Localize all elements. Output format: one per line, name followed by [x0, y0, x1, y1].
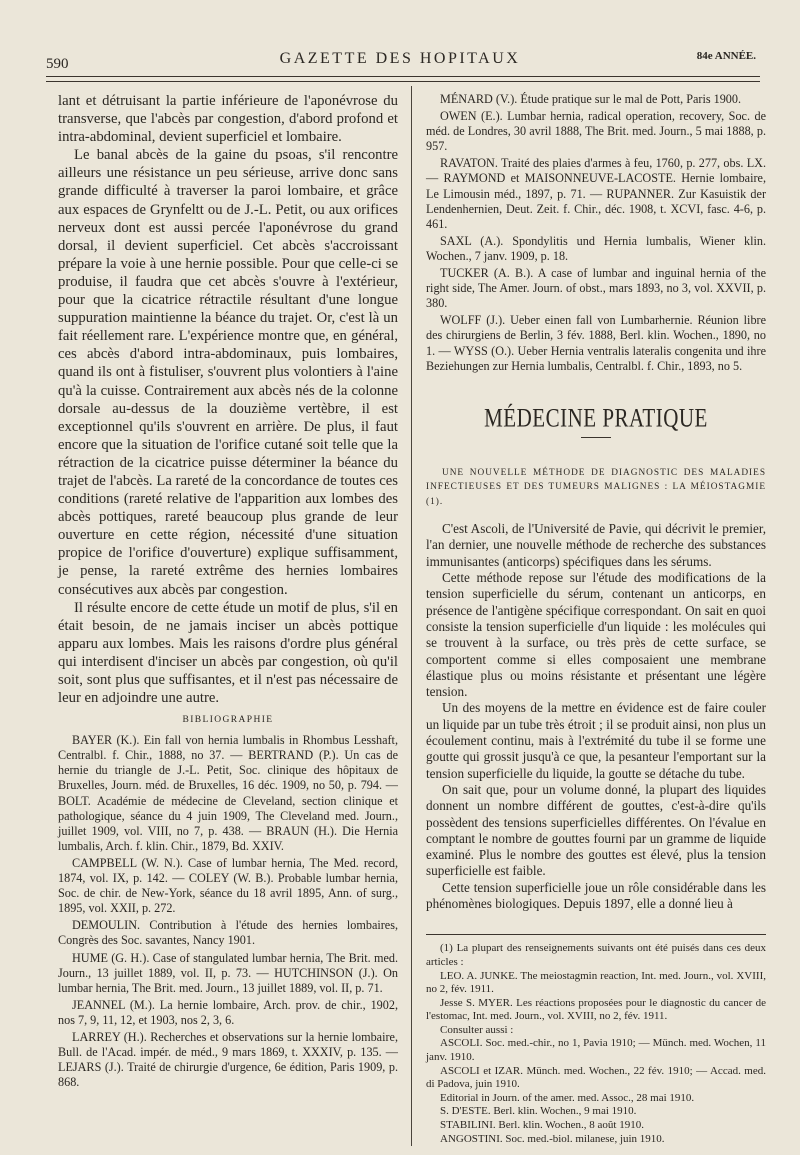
- bibliography-entry: OWEN (E.). Lumbar hernia, radical operation, recovery, Soc. de méd. de Londres, 30 avril 1888, The Brit. med. Journ., 5 mai 1888, p. 957.: [426, 109, 766, 154]
- bibliography-entry: WOLFF (J.). Ueber einen fall von Lumbarhernie. Réunion libre des chirurgiens de Berlin, 3 fév. 1888, Berl. klin. Wochen., 1890, no 1. — WYSS (O.). Ueber Hernia ventralis lateralis congenita und ihre Beziehungen zur Hernia lumbalis, Centralbl. f. Chir., 1893, no 5.: [426, 313, 766, 373]
- volume-year: 84e ANNÉE.: [696, 50, 756, 62]
- footnote-line: ASCOLI. Soc. med.-chir., no 1, Pavia 1910; — Münch. med. Wochen, 11 janv. 1910.: [426, 1037, 766, 1064]
- bibliography-entry: LARREY (H.). Recherches et observations sur la hernie lombaire, Bull. de l'Acad. impér. de méd., 9 mars 1869, t. XXXIV, p. 135. — LEJARS (J.). Traité de chirurgie d'urgence, 6e édition, Paris 1909, p. 868.: [58, 1029, 398, 1090]
- footnote-line: S. D'ESTE. Berl. klin. Wochen., 9 mai 1910.: [440, 1105, 637, 1118]
- footnote-line: Consulter aussi :: [440, 1023, 514, 1036]
- body-paragraph: On sait que, pour un volume donné, la plupart des liquides donnent un nombre différent de gouttes, c'est-à-dire qu'ils possèdent des tensions superficielles différentes. On l'évalue en comptant le nombre de gouttes fourni par un gramme de liquide examiné. Plus le nombre des gouttes est élevé, plus la tension superficielle est faible.: [426, 781, 766, 879]
- section-rule: [581, 437, 611, 438]
- left-column: [58, 92, 398, 1092]
- bibliography-entry: HUME (G. H.). Case of stangulated lumbar hernia, The Brit. med. Journ., 13 juillet 1889, vol. II, p. 73. — HUTCHINSON (J.). On lumbar hernia, The Brit. med. Journ., 13 juillet 1889, vol. II, p. 71.: [58, 950, 398, 995]
- footnote-line: STABILINI. Berl. klin. Wochen., 8 août 1910.: [440, 1119, 644, 1132]
- footnote-line: LEO. A. JUNKE. The meiostagmin reaction, Int. med. Journ., vol. XVIII, no 2, fév. 1911.: [426, 969, 766, 996]
- bibliography-list-continued: [426, 92, 766, 374]
- bibliography-entry: BAYER (K.). Ein fall von hernia lumbalis in Rhombus Lesshaft, Centralbl. f. Chir., 1888, no 37. — BERTRAND (P.). Un cas de hernie du triangle de J.-L. Petit, Soc. clinique des hôpitaux de Bruxelles, Journ. méd. de Bruxelles, 16 déc. 1909, no 50, p. 794. — BOLT. Académie de médecine de Cleveland, section clinique et pathologique, séance du 4 juin 1909, The Cleveland med. Journ., juillet 1909, vol. VIII, no 7, p. 438. — BRAUN (H.). Die Hernia lumbalis, Arch. f. klin. Chir., 1879, Bd. XXIV.: [58, 733, 398, 853]
- body-paragraph: Il résulte encore de cette étude un motif de plus, s'il en était besoin, de ne jamais inciser un abcès pottique apparu aux lombes. Mais les raisons d'ordre plus général qui interdisent d'inciser un abcès par congestion, où qu'il soit, sont plus que suffisantes, et il n'est pas nécessaire de leur en adjoindre une autre.: [58, 599, 398, 707]
- body-paragraph: Un des moyens de la mettre en évidence est de faire couler un liquide par un tube très étroit ; il se produit ainsi, non plus un écoulement continu, mais à l'extrémité du tube il se forme une goutte qui grossit jusqu'à ce que, la pesanteur l'emportant sur la tension superficielle du liquide, la goutte se détache du tube.: [426, 700, 766, 781]
- footnote-line: ANGOSTINI. Soc. med.-biol. milanese, juin 1910.: [440, 1132, 665, 1145]
- bibliography-entry: CAMPBELL (W. N.). Case of lumbar hernia, The Med. record, 1874, vol. IX, p. 142. — COLEY (W. B.). Probable lumbar hernia, Soc. de chir. de New-York, séance du 18 avril 1895, Ann. of surg., 1895, vol. XXII, p. 272.: [58, 855, 398, 916]
- body-paragraph: Le banal abcès de la gaine du psoas, s'il rencontre ailleurs une résistance un peu sérieuse, arrive donc sans grande difficulté à traverser la paroi lombaire, et grâce aux espaces de Grynfeltt ou de J.-L. Petit, ou aux orifices nerveux dont est aussi percée l'aponévrose du grand dorsal, il devient superficiel. Cet abcès s'accroissant prépare la voie à une hernie possible. Pour que celle-ci se produise, il faudra que cet abcès s'ouvre à l'extérieur, pour que la cicatrice rétractile résultant d'une longue suppuration maintienne la béance du trajet. Or, c'est là un fait réellement rare. L'expérience montre que, en général, ces abcès d'abord intra-abdominaux, puis lombaires, quand ils ont à fistuliser, s'ouvrent plus volontiers à l'aine qu'à la cuisse. Contrairement aux abcès nés de la colonne dorsale au-dessus de la douzième vertèbre, il est exceptionnel qu'ils s'ouvrent en arrière. De plus, il faut encore que la situation de l'orifice cutané soit telle que la rétraction de la cicatrice puisse déterminer la béance du trajet de l'abcès. La rareté de la concordance de toutes ces conditions (rareté relative de l'apparition aux lombes des abcès pottiques, rareté beaucoup plus grande de leur ouverture en cette région, nécessité d'une situation propice de l'orifice d'ouverture) explique suffisamment, je pense, la rareté extrême des hernies lombaires consécutives aux abcès par congestion.: [58, 147, 398, 598]
- bibliography-entry: RAVATON. Traité des plaies d'armes à feu, 1760, p. 277, obs. LX. — RAYMOND et MAISONNEUVE-LACOSTE. Hernie lombaire, Le Limousin méd., 1897, p. 71. — RUPANNER. Zur Kasuistik der Lendenhernien, Deut. Zeit. f. Chir., déc. 1908, t. XCVI, fasc. 4-6, p. 461.: [426, 156, 766, 231]
- section-heading: MÉDECINE PRATIQUE: [484, 402, 708, 433]
- running-head: [0, 48, 800, 70]
- bibliography-entry: TUCKER (A. B.). A case of lumbar and inguinal hernia of the right side, The Amer. Journ. of obst., mars 1893, no 3, vol. XXVII, p. 380.: [426, 266, 766, 311]
- article: [426, 466, 766, 913]
- bibliography-entry: DEMOULIN. Contribution à l'étude des hernies lombaires, Congrès des Soc. savantes, Nancy 1901.: [58, 918, 398, 948]
- body-paragraph: Cette méthode repose sur l'étude des modifications de la tension superficielle du sérum, contenant un anticorps, en présence de l'antigène spécifique correspondant. On sait en quoi consiste la tension superficielle d'un liquide : les molécules qui se trouvent à la surface, ou très près de cette surface, se comportent comme si elles composaient une membrane élastique plus ou moins résistante et présentant une légère tension.: [426, 570, 766, 700]
- bibliography-entry: SAXL (A.). Spondylitis und Hernia lumbalis, Wiener klin. Wochen., 7 janv. 1909, p. 18.: [426, 233, 766, 263]
- body-paragraph: lant et détruisant la partie inférieure de l'aponévrose du transverse, que l'abcès par congestion, d'abord profond et intra-abdominal, devient superficiel et lombaire.: [58, 93, 398, 146]
- right-column: [426, 92, 766, 1146]
- bibliography-entry: MÉNARD (V.). Étude pratique sur le mal de Pott, Paris 1900.: [440, 92, 742, 106]
- footnote-line: (1) La plupart des renseignements suivants ont été puisés dans ces deux articles :: [426, 942, 766, 968]
- body-paragraph: Cette tension superficielle joue un rôle considérable dans les phénomènes biologiques. Depuis 1897, elle a donné lieu à: [426, 879, 766, 912]
- footnote-line: ASCOLI et IZAR. Münch. med. Wochen., 22 fév. 1910; — Accad. med. di Padova, juin 1910.: [426, 1064, 766, 1091]
- footnote-line: Jesse S. MYER. Les réactions proposées pour le diagnostic du cancer de l'estomac, Int. med. Journ., vol. XVIII, no 2, fév. 1911.: [426, 996, 766, 1023]
- article-title: UNE NOUVELLE MÉTHODE DE DIAGNOSTIC DES MALADIES INFECTIEUSES ET DES TUMEURS MALIGNES : LA MÉIOSTAGMIE (1).: [426, 467, 766, 507]
- bibliography-heading: BIBLIOGRAPHIE: [182, 715, 274, 726]
- footnotes: [426, 934, 766, 1146]
- column-divider: [411, 86, 412, 1146]
- bibliography-list: [58, 733, 398, 1090]
- footnote-line: Editorial in Journ. of the amer. med. Assoc., 28 mai 1910.: [440, 1091, 695, 1104]
- page-number: 590: [46, 56, 69, 72]
- body-paragraph: C'est Ascoli, de l'Université de Pavie, qui décrivit le premier, l'an dernier, une nouvelle méthode de recherche des substances immunisantes (anticorps) spécifiques dans les sérums.: [426, 521, 766, 569]
- bibliography-entry: JEANNEL (M.). La hernie lombaire, Arch. prov. de chir., 1902, nos 7, 9, 11, 12, et 1903, nos 2, 3, 6.: [58, 997, 398, 1027]
- journal-title: GAZETTE DES HOPITAUX: [279, 50, 521, 67]
- header-rule: [46, 76, 760, 82]
